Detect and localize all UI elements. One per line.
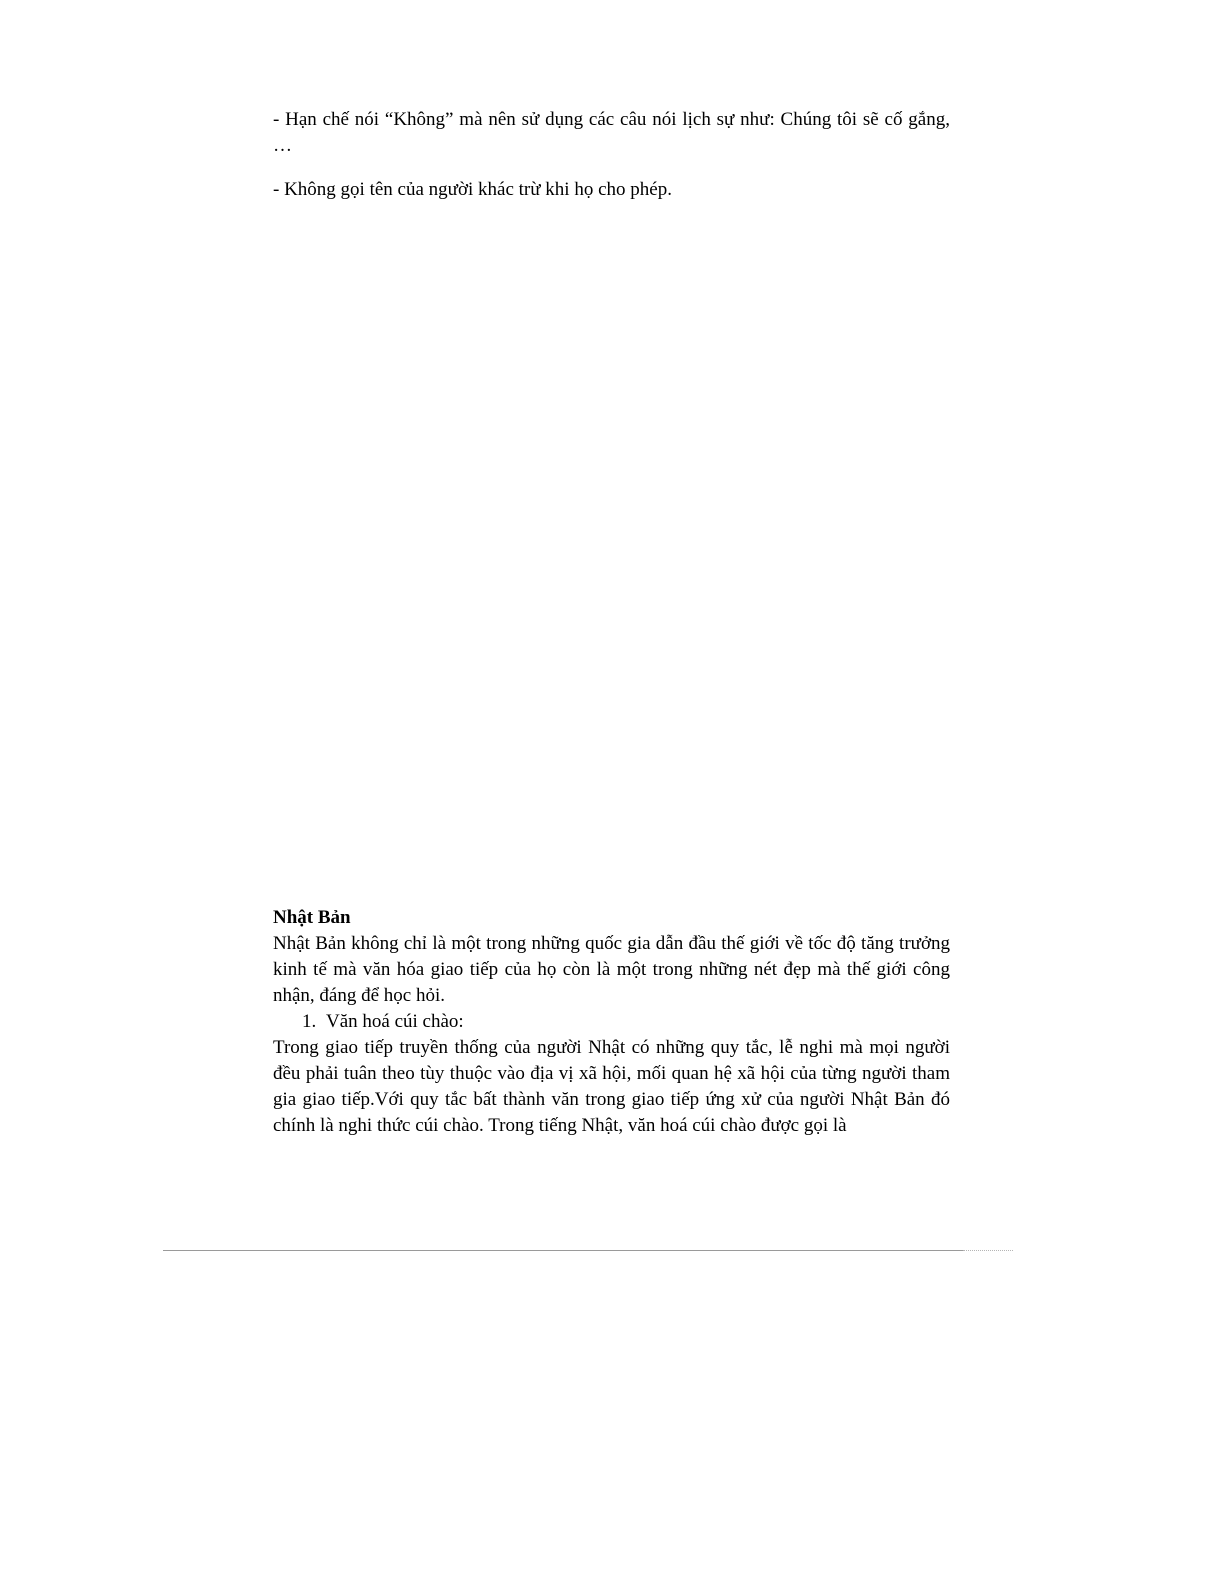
list-number: 1. bbox=[302, 1011, 317, 1032]
body-paragraph: Trong giao tiếp truyền thống của người Nhật có những quy tắc, lễ nghi mà mọi người đều phải tuân theo tùy thuộc vào địa vị xã hội, mối quan hệ xã hội của từng người tham gia giao tiếp.Với quy tắc bất thành văn trong giao tiếp ứng xử của người Nhật Bản đó chính là nghi thức cúi chào. Trong tiếng Nhật, văn hoá cúi chào được gọi là bbox=[273, 1037, 950, 1136]
footer-divider-dotted bbox=[963, 1250, 1013, 1251]
tip-names-permission: - Không gọi tên của người khác trừ khi họ cho phép. bbox=[273, 179, 672, 200]
footer-divider bbox=[163, 1250, 963, 1251]
tip-avoid-saying-no: - Hạn chế nói “Không” mà nên sử dụng các câu nói lịch sự như: Chúng tôi sẽ cố gắng, … bbox=[273, 109, 950, 156]
section-heading: Nhật Bản bbox=[273, 907, 351, 928]
list-item-bowing bbox=[273, 1009, 950, 1035]
list-item-label: Văn hoá cúi chào: bbox=[326, 1011, 464, 1032]
intro-paragraph: Nhật Bản không chỉ là một trong những quốc gia dẫn đầu thế giới về tốc độ tăng trưởng kinh tế mà văn hóa giao tiếp của họ còn là một trong những nét đẹp mà thế giới công nhận, đáng để học hỏi. bbox=[273, 933, 950, 1006]
etiquette-tips bbox=[273, 107, 950, 203]
japan-section bbox=[273, 905, 950, 1139]
